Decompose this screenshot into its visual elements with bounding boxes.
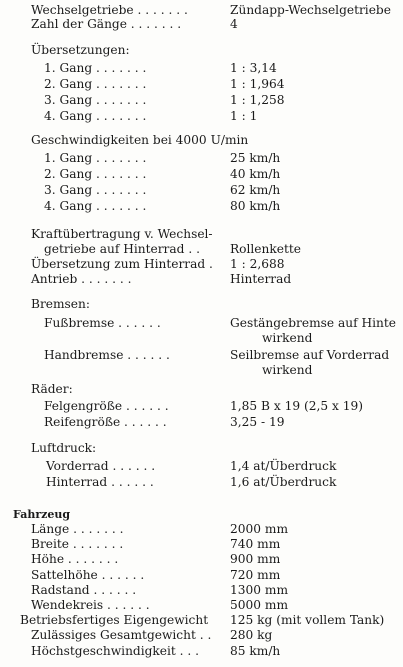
spec-value: 4 — [230, 17, 238, 31]
spec-label: Fußbremse . . . . . . — [44, 316, 161, 330]
spec-value: 720 mm — [230, 568, 281, 582]
spec-label: Reifengröße . . . . . . — [44, 415, 167, 429]
spec-value: 85 km/h — [230, 644, 281, 658]
spec-label: Handbremse . . . . . . — [44, 348, 170, 362]
spec-value: 25 km/h — [230, 151, 281, 165]
spec-label: Wendekreis . . . . . . — [31, 598, 150, 612]
spec-value: 3,25 - 19 — [230, 415, 285, 429]
spec-value: Gestängebremse auf Hinte — [230, 316, 396, 330]
spec-value: 62 km/h — [230, 183, 281, 197]
spec-label: Zahl der Gänge . . . . . . . — [31, 17, 182, 31]
section-label: Luftdruck: — [31, 441, 97, 455]
section-heading-fahrzeug: Fahrzeug — [13, 508, 71, 521]
spec-value: 1 : 2,688 — [230, 257, 285, 271]
spec-label: Wechselgetriebe . . . . . . . — [31, 3, 188, 17]
spec-label: Felgengröße . . . . . . — [44, 399, 169, 413]
spec-value: 1,85 B x 19 (2,5 x 19) — [230, 399, 363, 413]
spec-label: Breite . . . . . . . — [31, 537, 124, 551]
spec-label: 2. Gang . . . . . . . — [44, 77, 147, 91]
spec-value: Seilbremse auf Vorderrad — [230, 348, 390, 362]
spec-value: 900 mm — [230, 552, 281, 566]
spec-label: Übersetzung zum Hinterrad . — [31, 257, 213, 271]
spec-value: 1,6 at/Überdruck — [230, 475, 337, 489]
spec-value: 40 km/h — [230, 167, 281, 181]
spec-value: 80 km/h — [230, 199, 281, 213]
spec-value: Zündapp-Wechselgetriebe — [230, 3, 391, 17]
spec-value: 125 kg (mit vollem Tank) — [230, 613, 385, 627]
spec-label: Länge . . . . . . . — [31, 522, 124, 536]
spec-value: 280 kg — [230, 628, 273, 642]
spec-label: Höhe . . . . . . . — [31, 552, 119, 566]
section-label: Geschwindigkeiten bei 4000 U/min — [31, 133, 249, 147]
spec-value: 740 mm — [230, 537, 281, 551]
spec-label: Hinterrad . . . . . . — [46, 475, 154, 489]
section-label: Räder: — [31, 382, 73, 396]
section-label: Übersetzungen: — [31, 43, 130, 57]
spec-label: Zulässiges Gesamtgewicht . . — [31, 628, 212, 642]
spec-value: 1 : 1,964 — [230, 77, 285, 91]
spec-label: 2. Gang . . . . . . . — [44, 167, 147, 181]
spec-label: 3. Gang . . . . . . . — [44, 183, 147, 197]
spec-value: 1 : 3,14 — [230, 61, 277, 75]
spec-label: Radstand . . . . . . — [31, 583, 137, 597]
spec-label: 1. Gang . . . . . . . — [44, 61, 147, 75]
spec-label: Vorderrad . . . . . . — [46, 459, 156, 473]
spec-value: 1300 mm — [230, 583, 289, 597]
spec-label: 4. Gang . . . . . . . — [44, 199, 147, 213]
spec-value: 1,4 at/Überdruck — [230, 459, 337, 473]
spec-label: 3. Gang . . . . . . . — [44, 93, 147, 107]
spec-value: Hinterrad — [230, 272, 292, 286]
spec-value: 2000 mm — [230, 522, 289, 536]
spec-value: 5000 mm — [230, 598, 289, 612]
spec-value: wirkend — [262, 363, 313, 377]
section-label: Bremsen: — [31, 297, 90, 311]
spec-label: Höchstgeschwindigkeit . . . — [31, 644, 200, 658]
spec-label: Kraftübertragung v. Wechsel- — [31, 227, 213, 241]
spec-label: 4. Gang . . . . . . . — [44, 109, 147, 123]
spec-value: Rollenkette — [230, 242, 301, 256]
spec-value: 1 : 1 — [230, 109, 258, 123]
spec-label: 1. Gang . . . . . . . — [44, 151, 147, 165]
spec-label: Betriebsfertiges Eigengewicht — [20, 613, 209, 627]
spec-label: Antrieb . . . . . . . — [31, 272, 132, 286]
spec-label: Sattelhöhe . . . . . . — [31, 568, 145, 582]
spec-label: getriebe auf Hinterrad . . — [44, 242, 200, 256]
spec-value: wirkend — [262, 331, 313, 345]
spec-value: 1 : 1,258 — [230, 93, 285, 107]
